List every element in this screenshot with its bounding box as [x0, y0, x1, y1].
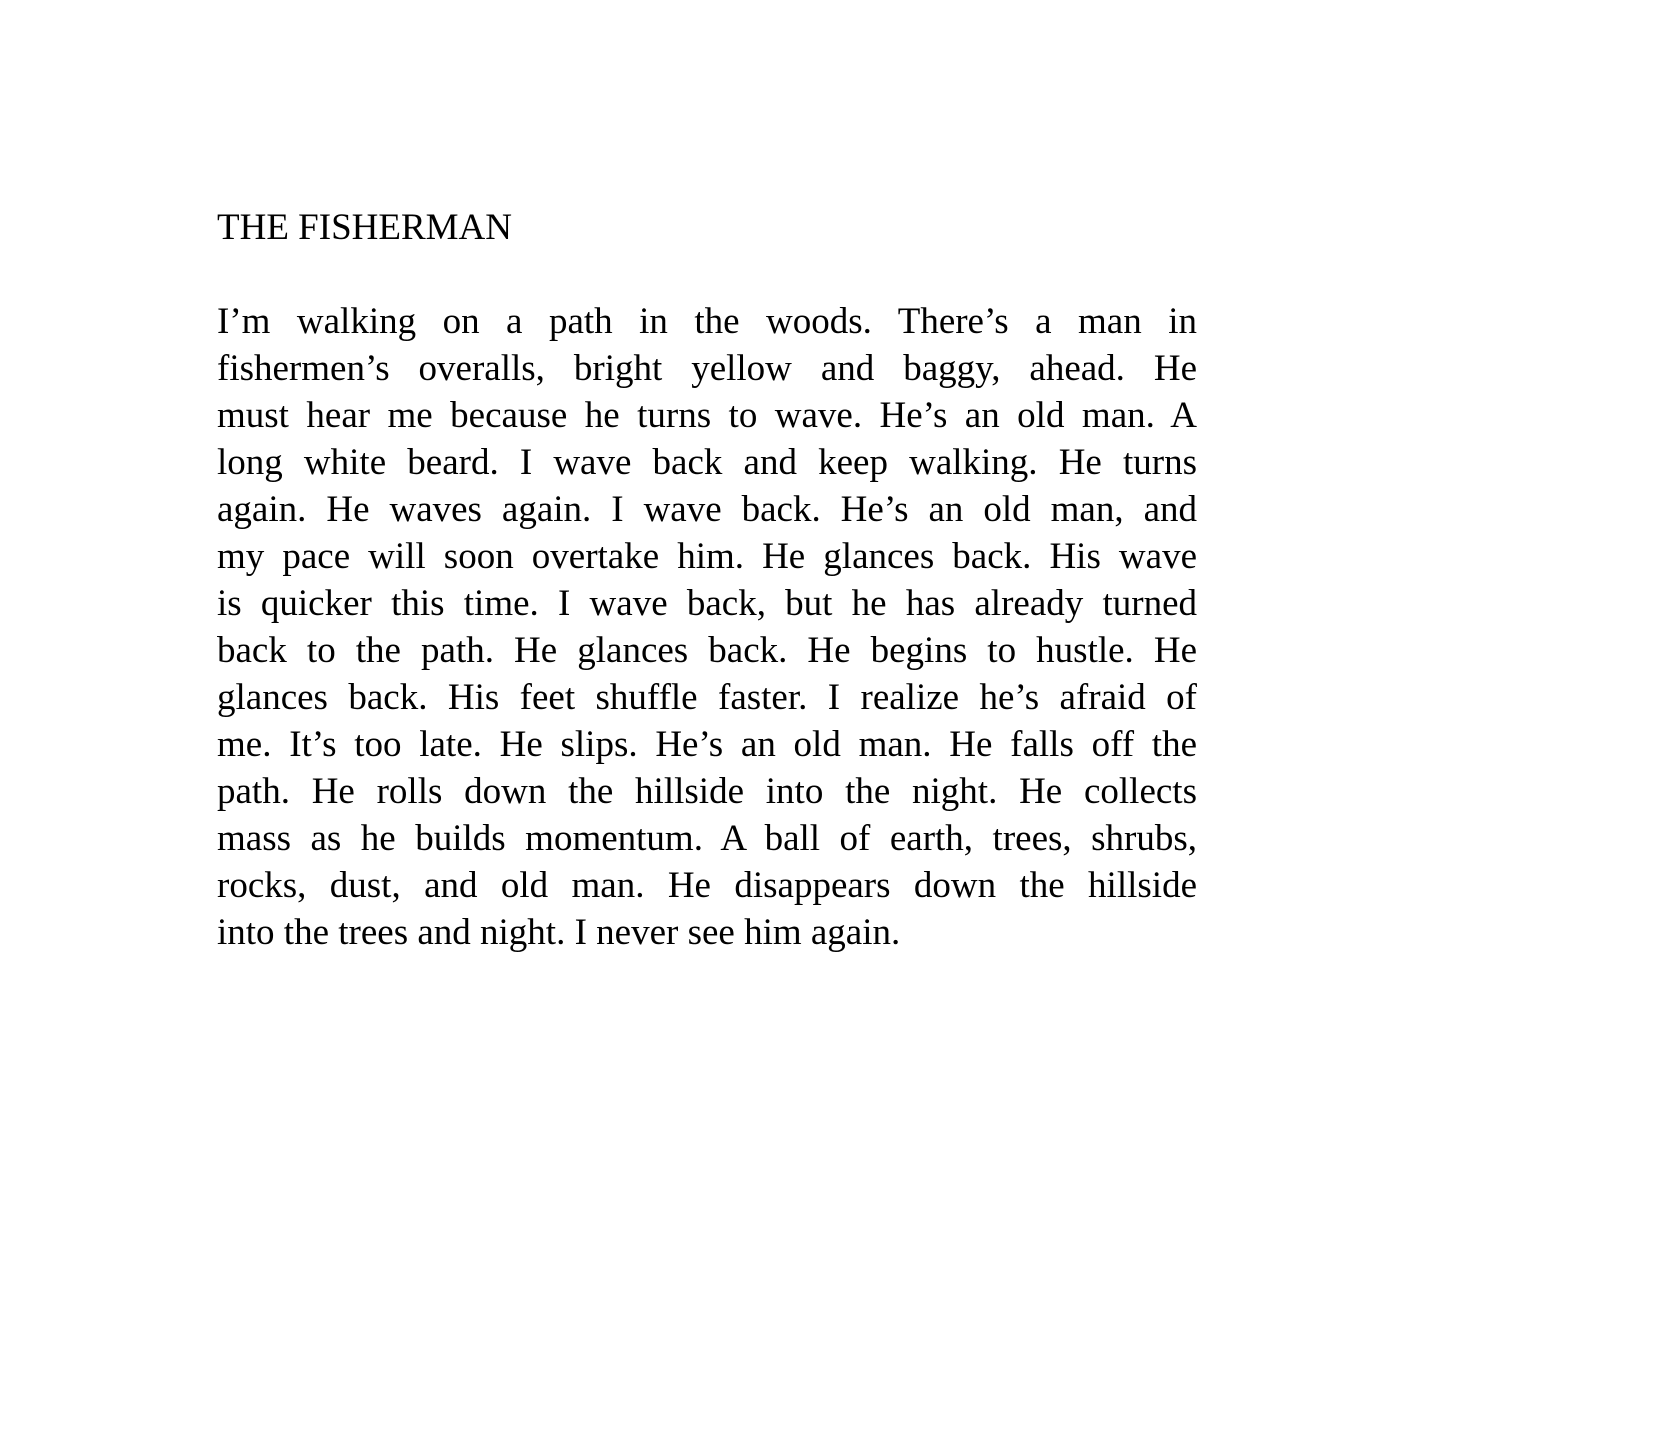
story-line: into the trees and night. I never see him again.: [217, 912, 901, 953]
story-line: again. He waves again. I wave back. He’s an old man, and: [217, 489, 1197, 530]
story-body: [217, 298, 1197, 956]
story-line: path. He rolls down the hillside into the night. He collects: [217, 771, 1197, 812]
story-line: me. It’s too late. He slips. He’s an old man. He falls off the: [217, 724, 1197, 765]
story-line: long white beard. I wave back and keep walking. He turns: [217, 442, 1197, 483]
story-line: back to the path. He glances back. He begins to hustle. He: [217, 630, 1197, 671]
story-line: mass as he builds momentum. A ball of earth, trees, shrubs,: [217, 818, 1197, 859]
story-title: THE FISHERMAN: [217, 207, 512, 248]
story-line: must hear me because he turns to wave. He’s an old man. A: [217, 395, 1197, 436]
story-line: glances back. His feet shuffle faster. I realize he’s afraid of: [217, 677, 1197, 718]
story-line: is quicker this time. I wave back, but he has already turned: [217, 583, 1197, 624]
story-line: rocks, dust, and old man. He disappears down the hillside: [217, 865, 1197, 906]
story-line: fishermen’s overalls, bright yellow and baggy, ahead. He: [217, 348, 1197, 389]
story-line: I’m walking on a path in the woods. There’s a man in: [217, 301, 1197, 342]
story-line: my pace will soon overtake him. He glances back. His wave: [217, 536, 1197, 577]
